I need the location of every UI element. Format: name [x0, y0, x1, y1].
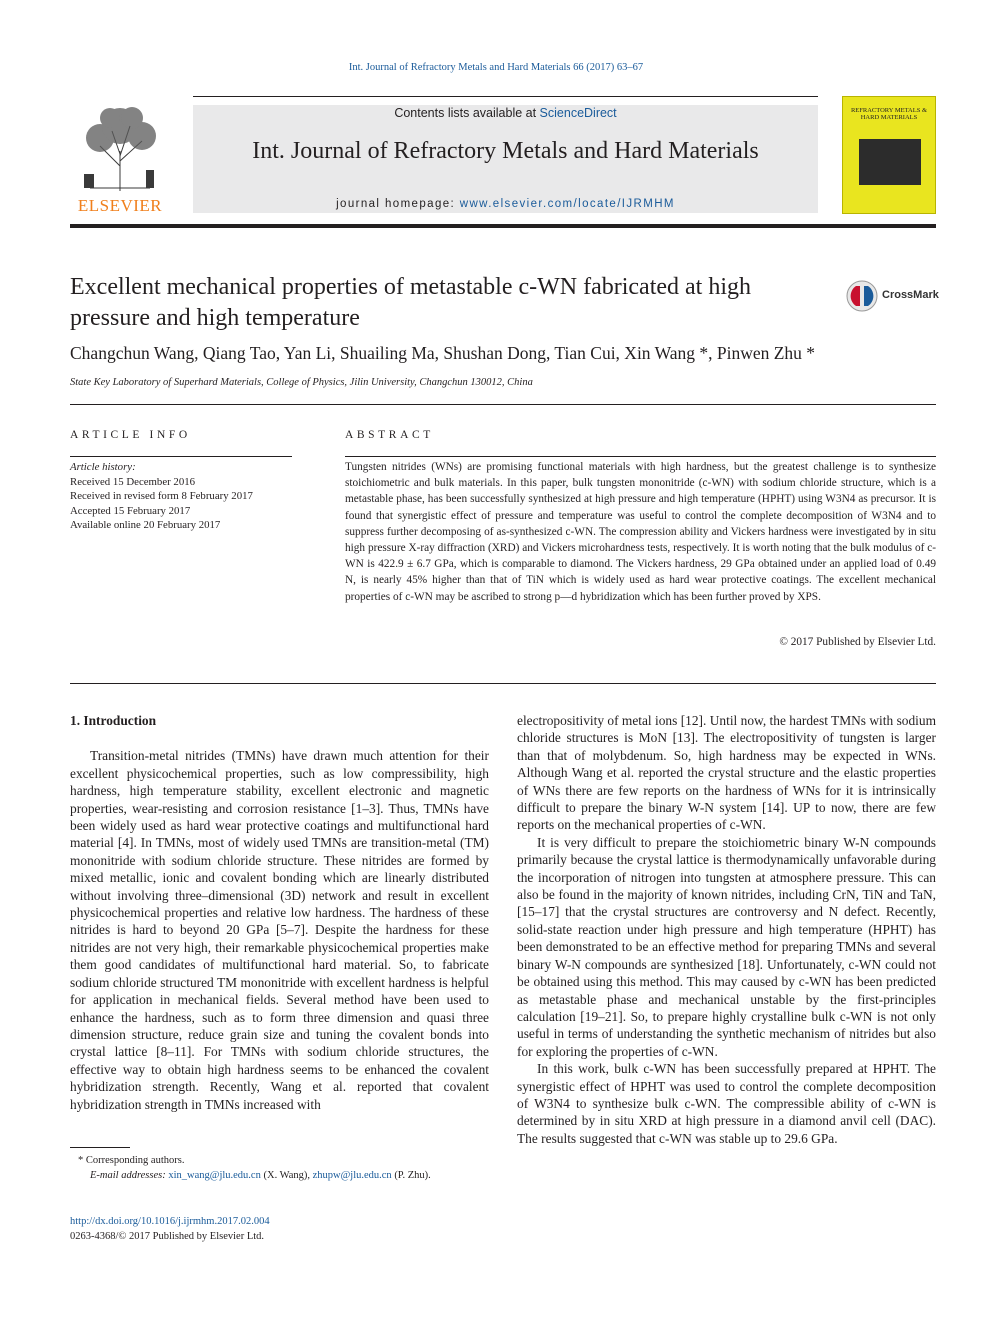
masthead-top-rule — [193, 96, 818, 97]
abstract-copyright: © 2017 Published by Elsevier Ltd. — [779, 636, 936, 648]
article-history — [70, 460, 310, 533]
body-rule — [70, 683, 936, 684]
contents-prefix: Contents lists available at — [394, 106, 540, 120]
paragraph: In this work, bulk c-WN has been successfully prepared at HPHT. The synergistic effect of HPHT was used to control the complete decomposition of W3N4 to synthesize bulk c-WN. The compressible ability of c-WN is determined by in situ XRD at high pressure in a diamond anvil cell (DAC). The results suggested that c-WN was stable up to 29.6 GPa. — [517, 1061, 936, 1146]
history-online: Available online 20 February 2017 — [70, 519, 221, 532]
email-name-wang: (X. Wang), — [260, 1170, 313, 1181]
journal-title: Int. Journal of Refractory Metals and Hard Materials — [252, 138, 759, 164]
header-heavy-rule — [70, 224, 936, 228]
cover-image — [859, 139, 921, 185]
journal-homepage-link[interactable]: www.elsevier.com/locate/IJRMHM — [459, 198, 675, 210]
history-received: Received 15 December 2016 — [70, 475, 196, 488]
abstract-rule — [345, 456, 936, 457]
article-title: Excellent mechanical properties of metastable c-WN fabricated at high pressure and high temperature — [70, 274, 752, 331]
body-right-column — [517, 712, 936, 1147]
article-info-heading: ARTICLE INFO — [70, 429, 191, 441]
journal-citation[interactable]: Int. Journal of Refractory Metals and Hard Materials 66 (2017) 63–67 — [348, 62, 644, 73]
corresponding-note: * Corresponding authors. — [78, 1155, 185, 1166]
email-name-zhu: (P. Zhu). — [391, 1170, 431, 1181]
homepage-prefix: journal homepage: — [336, 198, 460, 210]
history-accepted: Accepted 15 February 2017 — [70, 504, 191, 517]
journal-cover-thumbnail[interactable] — [842, 96, 936, 214]
crossmark-label: CrossMark — [882, 289, 939, 301]
author-list: Changchun Wang, Qiang Tao, Yan Li, Shuailing Ma, Shushan Dong, Tian Cui, Xin Wang *, Pinwen Zhu * — [70, 343, 816, 363]
publisher-wordmark: ELSEVIER — [77, 196, 163, 215]
paragraph: Transition-metal nitrides (TMNs) have drawn much attention for their excellent physicochemical properties, such as low compressibility, high hardness, high temperature stability, excellent electronic and magnetic properties, wear-resisting and corrosion resistance [1–3]. Thus, TMNs have been widely used as hard wear protective coatings and multifunctional hard material [4]. In TMNs, most of widely used TMNs are transition-metal (TM) mononitride with sodium chloride structure. These nitrides are formed by mixed metallic, ionic and covalent bonding which are linearly distributed without involving three–dimensional (3D) network and result in excellent physicochemical properties and relative low hardness. The hardness of these nitrides is hard to beyond 20 GPa [5–7]. Despite the hardness for these nitrides are not very high, their remarkable physicochemical properties make them good candidates of multifunctional hard material. So, to fabricate sodium chloride structured TM mononitride with excellent hardness is helpful for application in mechanical fields. Several method have been used to enhance the hardness, such as to form three dimension and quasi three dimension structure, reduce grain size and tuning the covalent bonds into crystal lattice [8–11]. For TMNs with sodium chloride structures, the effective way to obtain high hardness seems to be enhanced the covalent hybridization strength. Recently, Wang et al. reported that covalent hybridization strength in TMNs increased with — [70, 748, 489, 1112]
abstract-heading: ABSTRACT — [345, 429, 434, 441]
doi-link[interactable]: http://dx.doi.org/10.1016/j.ijrmhm.2017.02.004 — [70, 1216, 270, 1227]
footnote-rule — [70, 1147, 130, 1148]
footnotes — [70, 1153, 570, 1183]
paragraph: It is very difficult to prepare the stoichiometric binary W-N compounds primarily because the crystal lattice is thermodynamically unfavorable during the incorporation of nitrogen into tungsten at atmosphere pressure. This can also be found in the majority of known nitrides, including CrN, TiN and TaN, [15–17] that the crystal structures are controversy and N defect. Recently, solid-state reaction under high pressure and high temperature (HPHT) has been demonstrated to be an effective method for preparing TMNs and several binary W-N compounds are synthesized [18]. Unfortunately, c-WN could not be obtained using this method. This may caused by c-WN has been predicted as metastable phase and mechanical unstable by the first-principles calculation [19–21]. So, to prepare highly crystalline bulk c-WN is not only useful in terms of understanding the synthetic mechanism of nitrides but also for exploring the properties of c-WN. — [517, 834, 936, 1059]
history-revised: Received in revised form 8 February 2017 — [70, 490, 253, 503]
title-block-rule — [70, 404, 936, 405]
crossmark-badge[interactable] — [846, 280, 938, 312]
contents-line — [193, 106, 818, 120]
body-left-column — [70, 712, 489, 1113]
issn-line: 0263-4368/© 2017 Published by Elsevier Ltd. — [70, 1231, 265, 1242]
sciencedirect-link[interactable]: ScienceDirect — [539, 106, 617, 120]
email-label: E-mail addresses: — [90, 1170, 169, 1181]
abstract-text: Tungsten nitrides (WNs) are promising functional materials with high hardness, but the greatest challenge is to synthesize stoichiometric and bulk materials. In this paper, bulk tungsten mononitride (c-WN) with sodium chloride structure, which is a metastable phase, has been successfully synthesized at high pressure and high temperature (HPHT) using W3N4 as precursor. It is found that synergistic effect of pressure and temperature was useful to control the complete decomposition of W3N4 and to suppress further decomposing of as-synthesized c-WN. The compression ability and Vickers hardness were investigated by in situ high pressure X-ray diffraction (XRD) and Vickers microhardness tests, respectively. It is worth noting that the bulk modulus of c-WN is 422.9 ± 6.7 GPa, which is comparable to diamond. The Vickers hardness, 29 GPa obtained under an applied load of 0.49 N, is nearly 45% higher than that of TiN which is widely used as hard wear protective coatings. The excellent mechanical properties of c-WN may be ascribed to strong p—d hybridization which has been further proved by XPS. — [345, 461, 936, 603]
history-title: Article history: — [70, 461, 136, 473]
homepage-line — [193, 198, 818, 210]
section-title: 1. Introduction — [70, 713, 157, 728]
article-info-rule — [70, 456, 292, 457]
cover-title: REFRACTORY METALS & HARD MATERIALS — [850, 107, 928, 121]
email-link-zhu[interactable]: zhupw@jlu.edu.cn — [312, 1170, 392, 1181]
affiliation: State Key Laboratory of Superhard Materials, College of Physics, Jilin University, Changchun 130012, China — [70, 377, 533, 388]
email-link-wang[interactable]: xin_wang@jlu.edu.cn — [168, 1170, 261, 1181]
paragraph: electropositivity of metal ions [12]. Until now, the hardest TMNs with sodium chloride structures is MoN [13]. The electropositivity of tungsten is larger than that of molybdenum. So, high hardness may be expected in WNs. Although Wang et al. reported the crystal structure and the elastic properties of WNs there are few reports on the hardness of WNs for it is intrinsically difficult to prepare the binary W-N system [14]. UP to now, there are few reports on the mechanical properties of c-WN. — [517, 713, 936, 833]
crossmark-icon — [846, 280, 878, 312]
bottom-info — [70, 1214, 570, 1244]
